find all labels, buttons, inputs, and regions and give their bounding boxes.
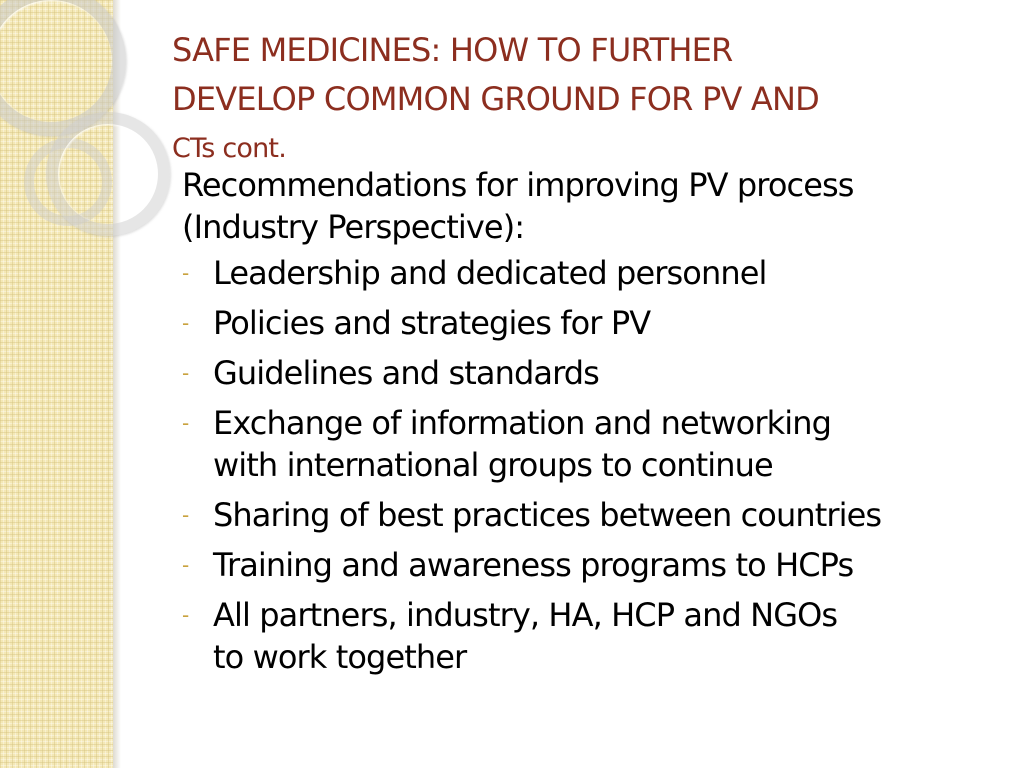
dash-bullet-icon: - [182,411,189,435]
dash-bullet-icon: - [182,503,189,527]
slide-title-line: SAFE MEDICINES: HOW TO FURTHER [172,31,733,69]
list-item [182,252,1012,294]
slide-title-line: CTs cont. [172,133,286,164]
dash-bullet-icon: - [182,311,189,335]
decorative-ring-small [46,112,170,236]
list-item-text: Exchange of information and networking [213,404,832,442]
intro-text [182,164,1012,248]
intro-line: (Industry Perspective): [182,208,525,246]
list-item [182,402,1012,486]
dash-bullet-icon: - [182,603,189,627]
dash-bullet-icon: - [182,553,189,577]
recommendations-list [182,252,1012,678]
list-item [182,494,1012,536]
dash-bullet-icon: - [182,261,189,285]
list-item [182,302,1012,344]
slide-body [182,164,1012,686]
list-item-text: Policies and strategies for PV [213,304,651,342]
list-item-text: Leadership and dedicated personnel [213,254,767,292]
intro-line: Recommendations for improving PV process [182,166,854,204]
list-item [182,352,1012,394]
list-item-text: Training and awareness programs to HCPs [213,546,854,584]
list-item [182,594,1012,678]
slide-title [172,26,972,173]
list-item-text: All partners, industry, HA, HCP and NGOs [213,596,838,634]
list-item-text: to work together [213,638,467,676]
list-item-text: Sharing of best practices between countries [213,496,882,534]
list-item [182,544,1012,586]
slide-title-line: DEVELOP COMMON GROUND FOR PV AND [172,80,819,118]
list-item-text: Guidelines and standards [213,354,599,392]
list-item-text: with international groups to continue [213,446,773,484]
dash-bullet-icon: - [182,361,189,385]
